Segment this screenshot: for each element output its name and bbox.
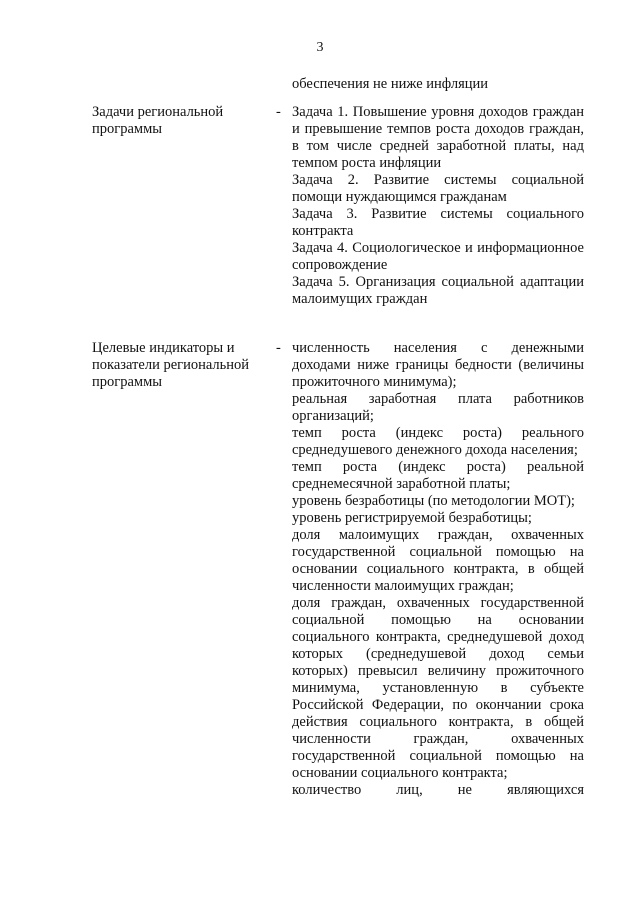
indicator-item: доля малоимущих граждан, охваченных государственной социальной помощью на основании социального контракта, в общей численности малоимущих граждан; bbox=[292, 527, 584, 594]
task-item: Задача 2. Развитие системы социальной помощи нуждающимся гражданам bbox=[292, 172, 584, 205]
indicators-dash: - bbox=[276, 340, 281, 356]
indicators-label: Целевые индикаторы и показатели региональной программы bbox=[92, 340, 250, 390]
page-number: 3 bbox=[316, 40, 324, 55]
task-item: Задача 5. Организация социальной адаптации малоимущих граждан bbox=[292, 274, 584, 307]
tasks-label: Задачи региональной программы bbox=[92, 104, 224, 137]
indicators-list bbox=[292, 340, 584, 799]
indicator-item: численность населения с денежными доходами ниже границы бедности (величины прожиточного минимума); bbox=[292, 340, 584, 390]
indicator-item: реальная заработная плата работников организаций; bbox=[292, 391, 584, 424]
tasks-dash: - bbox=[276, 104, 281, 120]
task-item: Задача 1. Повышение уровня доходов граждан и превышение темпов роста доходов граждан, в том числе средней заработной платы, над темпом роста инфляции bbox=[292, 104, 584, 171]
indicator-item: темп роста (индекс роста) реальной среднемесячной заработной платы; bbox=[292, 459, 584, 492]
indicator-item: доля граждан, охваченных государственной социальной помощью на основании социального контракта, среднедушевой доход которых (среднедушевой доход семьи которых) превысил величину прожиточного минимума, установленную в субъекте Российской Федерации, по окончании срока действия социального контракта, в общей численности граждан, охваченных государственной социальной помощью на основании социального контракта; bbox=[292, 595, 584, 781]
task-item: Задача 3. Развитие системы социального контракта bbox=[292, 206, 584, 239]
tasks-list bbox=[292, 104, 584, 308]
indicator-item: уровень безработицы (по методологии МОТ); bbox=[292, 493, 575, 509]
indicator-item: уровень регистрируемой безработицы; bbox=[292, 510, 532, 526]
indicator-item: количество лиц, не являющихся bbox=[292, 782, 584, 798]
task-item: Задача 4. Социологическое и информационное сопровождение bbox=[292, 240, 584, 273]
continuation-text: обеспечения не ниже инфляции bbox=[292, 76, 489, 92]
indicator-item: темп роста (индекс роста) реального среднедушевого денежного дохода населения; bbox=[292, 425, 584, 458]
